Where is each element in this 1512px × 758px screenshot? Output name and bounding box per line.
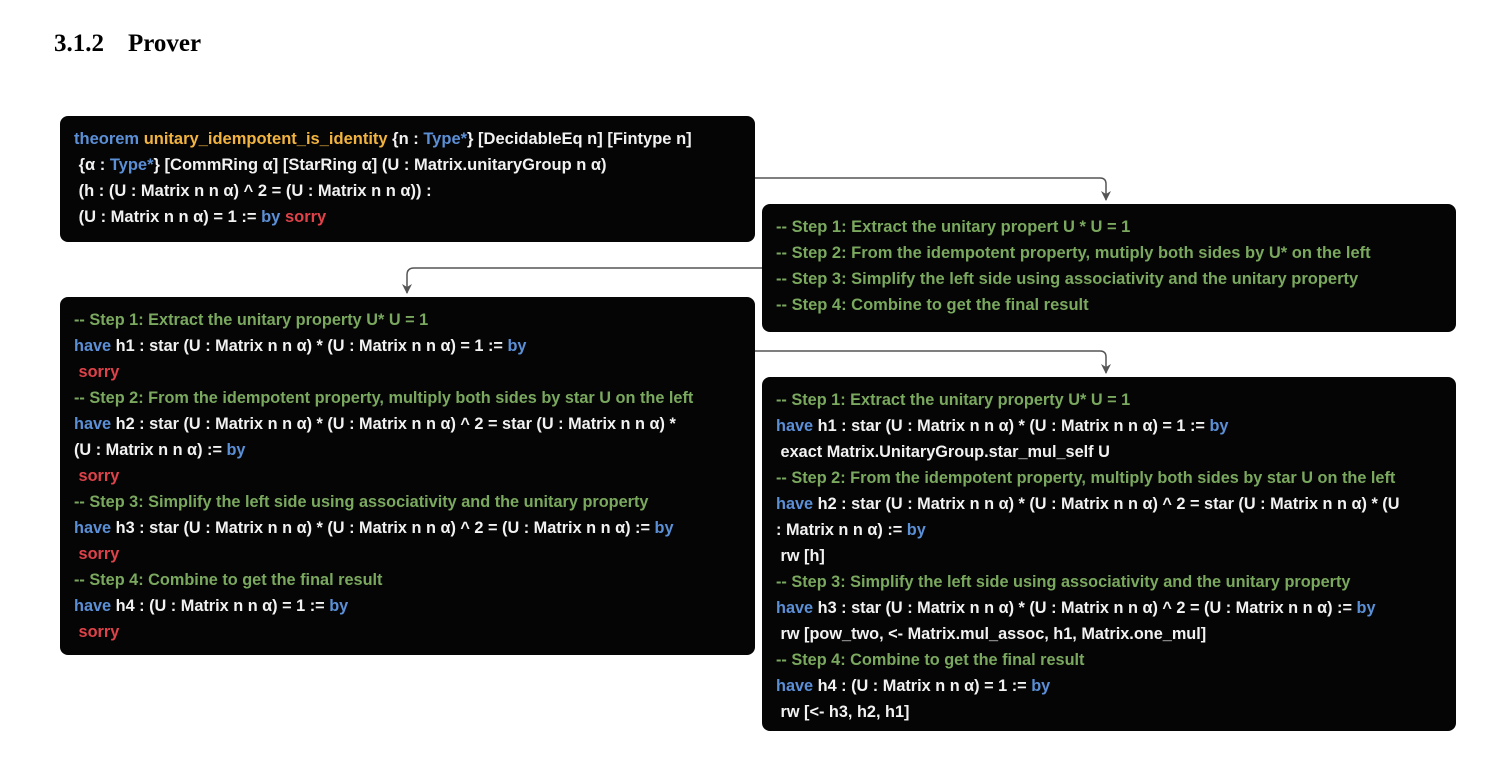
keyword-token: by [654,519,674,537]
sorry-token: sorry [74,623,120,641]
code-line [776,465,1442,491]
comment-token: -- Step 2: From the idempotent property, mutiply both sides by U* on the left [776,244,1371,262]
code-line [74,541,741,567]
code-line [74,178,741,204]
code-token: (h : (U : Matrix n n α) ^ 2 = (U : Matrix n n α)) : [74,182,432,200]
code-line [74,333,741,359]
keyword-token: have [776,599,818,617]
keyword-token: have [776,495,818,513]
completed-proof-box [762,377,1456,731]
code-line [74,359,741,385]
comment-token: -- Step 1: Extract the unitary property U* U = 1 [74,311,429,329]
code-line [776,413,1442,439]
arrow-theorem-to-plan [755,178,1106,200]
code-token: rw [h] [776,547,825,565]
comment-token: -- Step 4: Combine to get the final result [74,571,383,589]
sorry-token: sorry [74,363,120,381]
code-line [776,647,1442,673]
keyword-token: have [74,519,116,537]
comment-token: -- Step 4: Combine to get the final result [776,296,1089,314]
sorry-token: sorry [284,208,327,226]
keyword-token: theorem [74,130,144,148]
code-line [74,152,741,178]
code-line [776,292,1442,318]
code-line [776,387,1442,413]
arrow-sketch-to-proof [755,351,1106,373]
keyword-token: have [776,677,818,695]
comment-token: -- Step 2: From the idempotent property, multiply both sides by star U on the left [776,469,1396,487]
code-line [776,214,1442,240]
keyword-token: have [74,337,116,355]
code-token: exact Matrix.UnitaryGroup.star_mul_self U [776,443,1110,461]
code-token: (U : Matrix n n α) := [74,441,227,459]
code-token: rw [pow_two, <- Matrix.mul_assoc, h1, Matrix.one_mul] [776,625,1207,643]
keyword-token: by [1031,677,1051,695]
code-line [74,463,741,489]
arrow-plan-to-sketch [407,268,762,293]
theorem-name-token: unitary_idempotent_is_identity [143,130,388,148]
code-line [776,517,1442,543]
code-line [74,515,741,541]
code-token: h3 : star (U : Matrix n n α) * (U : Matrix n n α) ^ 2 = (U : Matrix n n α) := [115,519,655,537]
code-line [776,491,1442,517]
comment-token: -- Step 3: Simplify the left side using associativity and the unitary property [776,573,1351,591]
proof-plan-box [762,204,1456,332]
comment-token: -- Step 1: Extract the unitary propert U * U = 1 [776,218,1131,236]
keyword-token: have [74,597,116,615]
code-line [74,437,741,463]
code-token: {n : [387,130,424,148]
keyword-token: have [74,415,116,433]
keyword-token: Type* [423,130,468,148]
code-token: } [DecidableEq n] [Fintype n] [467,130,692,148]
code-token: h4 : (U : Matrix n n α) = 1 := [817,677,1032,695]
keyword-token: by [906,521,926,539]
comment-token: -- Step 3: Simplify the left side using associativity and the unitary property [74,493,649,511]
code-token: (U : Matrix n n α) = 1 := [74,208,262,226]
code-line [74,619,741,645]
code-line [74,593,741,619]
proof-sketch-box [60,297,755,655]
code-line [74,567,741,593]
code-line [74,489,741,515]
keyword-token: by [1209,417,1229,435]
code-line [776,543,1442,569]
code-token: h4 : (U : Matrix n n α) = 1 := [115,597,330,615]
code-line [74,204,741,230]
code-line [776,439,1442,465]
code-line [74,411,741,437]
keyword-token: by [329,597,349,615]
sorry-token: sorry [74,545,120,563]
comment-token: -- Step 1: Extract the unitary property U* U = 1 [776,391,1131,409]
sorry-token: sorry [74,467,120,485]
code-line [776,266,1442,292]
code-token: h1 : star (U : Matrix n n α) * (U : Matrix n n α) = 1 := [817,417,1210,435]
code-line [74,385,741,411]
keyword-token: by [261,208,285,226]
code-token: {α : [74,156,110,174]
section-title: Prover [128,30,202,57]
comment-token: -- Step 4: Combine to get the final result [776,651,1085,669]
code-line [74,307,741,333]
code-token: rw [<- h3, h2, h1] [776,703,910,721]
section-number: 3.1.2 [54,30,104,57]
theorem-statement-box [60,116,755,242]
code-token: } [CommRing α] [StarRing α] (U : Matrix.unitaryGroup n α) [153,156,607,174]
code-line [776,699,1442,725]
keyword-token: Type* [109,156,154,174]
keyword-token: by [507,337,527,355]
code-token: : Matrix n n α) := [776,521,907,539]
code-token: h2 : star (U : Matrix n n α) * (U : Matrix n n α) ^ 2 = star (U : Matrix n n α) * [115,415,676,433]
code-line [776,621,1442,647]
keyword-token: have [776,417,818,435]
comment-token: -- Step 3: Simplify the left side using associativity and the unitary property [776,270,1359,288]
code-line [776,240,1442,266]
comment-token: -- Step 2: From the idempotent property, multiply both sides by star U on the left [74,389,694,407]
code-token: h3 : star (U : Matrix n n α) * (U : Matrix n n α) ^ 2 = (U : Matrix n n α) := [817,599,1357,617]
code-line [776,673,1442,699]
keyword-token: by [226,441,246,459]
keyword-token: by [1356,599,1376,617]
code-token: h1 : star (U : Matrix n n α) * (U : Matrix n n α) = 1 := [115,337,508,355]
code-token: h2 : star (U : Matrix n n α) * (U : Matrix n n α) ^ 2 = star (U : Matrix n n α) * (U [817,495,1400,513]
code-line [776,569,1442,595]
code-line [776,595,1442,621]
code-line [74,126,741,152]
